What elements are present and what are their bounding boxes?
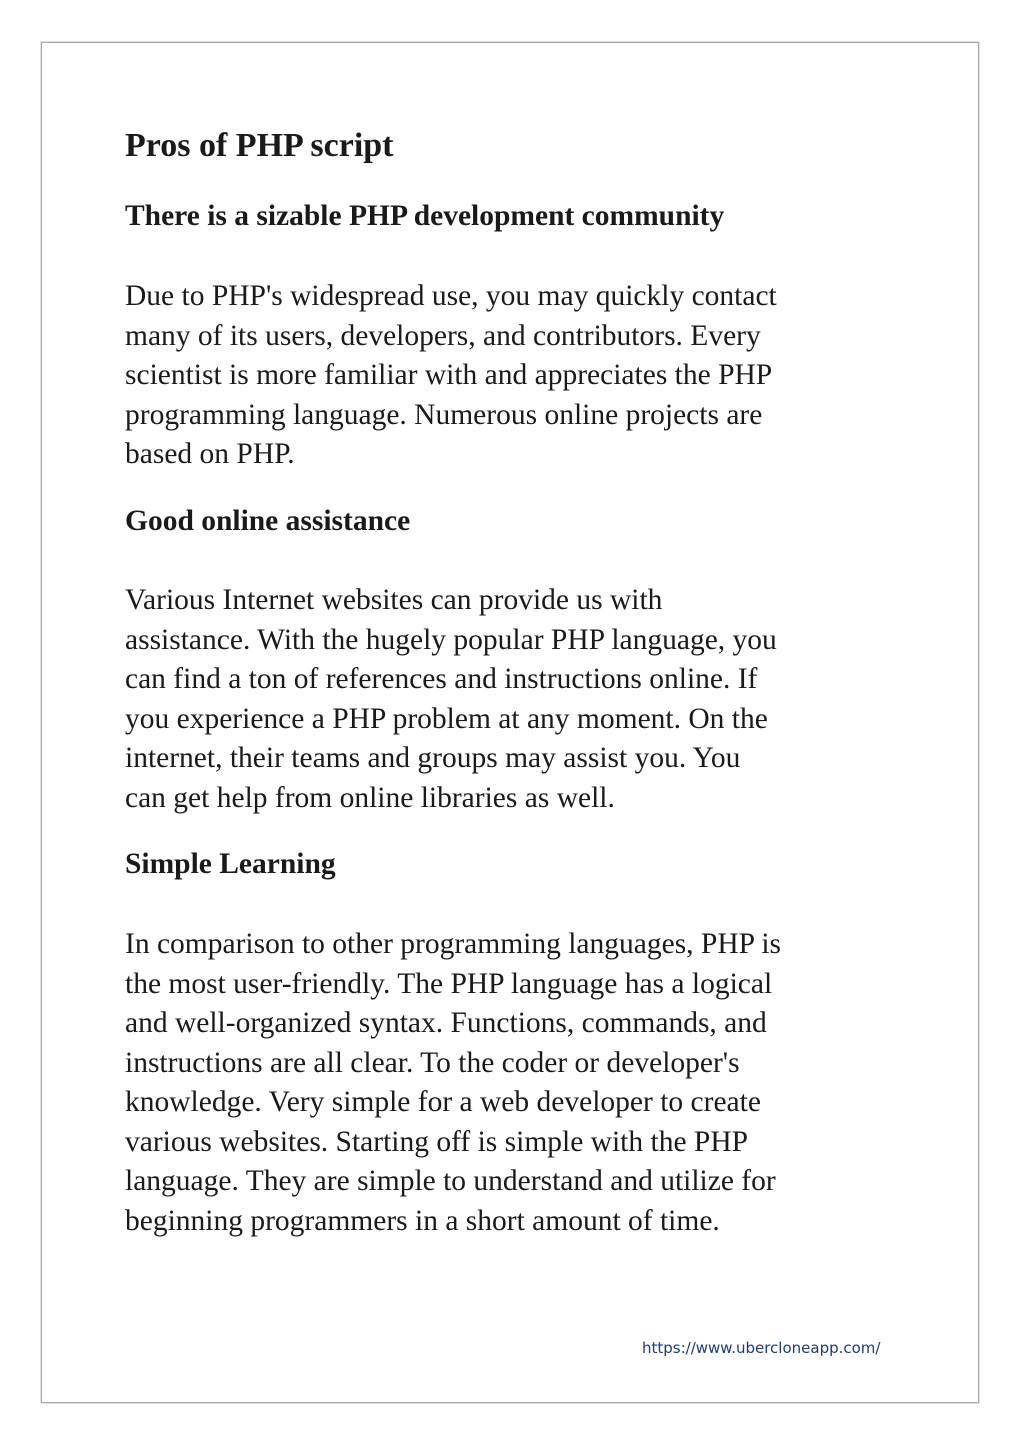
paragraph-line: language. They are simple to understand and utilize for bbox=[125, 1165, 776, 1197]
paragraph-line: and well-organized syntax. Functions, commands, and bbox=[125, 1007, 767, 1039]
footer-website-link[interactable]: https://www.ubercloneapp.com/ bbox=[642, 1339, 881, 1357]
paragraph-line: many of its users, developers, and contributors. Every bbox=[125, 319, 761, 352]
paragraph-line: various websites. Starting off is simple with the PHP bbox=[125, 1125, 749, 1158]
paragraph-line: Due to PHP's widespread use, you may quickly contact bbox=[125, 280, 777, 312]
section-heading-learning: Simple Learning bbox=[125, 848, 336, 880]
paragraph-line: In comparison to other programming languages, PHP is bbox=[125, 928, 782, 960]
paragraph-line: the most user-friendly. The PHP language has a logical bbox=[125, 967, 773, 1000]
paragraph-line: instructions are all clear. To the coder or developer's bbox=[125, 1046, 740, 1079]
paragraph-line: assistance. With the hugely popular PHP language, you bbox=[125, 623, 777, 656]
paragraph-line: you experience a PHP problem at any moment. On the bbox=[125, 702, 768, 735]
page-title: Pros of PHP script bbox=[125, 127, 394, 164]
paragraph-line: can find a ton of references and instructions online. If bbox=[125, 663, 758, 695]
paragraph-line: internet, their teams and groups may assist you. You bbox=[125, 742, 741, 774]
paragraph-line: scientist is more familiar with and appreciates the PHP bbox=[125, 359, 773, 391]
section-paragraph-assistance bbox=[125, 581, 777, 818]
paragraph-line: Various Internet websites can provide us with bbox=[125, 584, 663, 616]
section-paragraph-learning bbox=[125, 925, 781, 1241]
section-heading-assistance: Good online assistance bbox=[125, 505, 411, 537]
section-heading-community: There is a sizable PHP development community bbox=[125, 200, 725, 232]
paragraph-line: beginning programmers in a short amount of time. bbox=[125, 1204, 720, 1237]
paragraph-line: knowledge. Very simple for a web developer to create bbox=[125, 1086, 761, 1118]
paragraph-line: based on PHP. bbox=[125, 438, 295, 470]
section-paragraph-community bbox=[125, 277, 777, 475]
paragraph-line: can get help from online libraries as well. bbox=[125, 781, 615, 814]
paragraph-line: programming language. Numerous online projects are bbox=[125, 398, 763, 431]
